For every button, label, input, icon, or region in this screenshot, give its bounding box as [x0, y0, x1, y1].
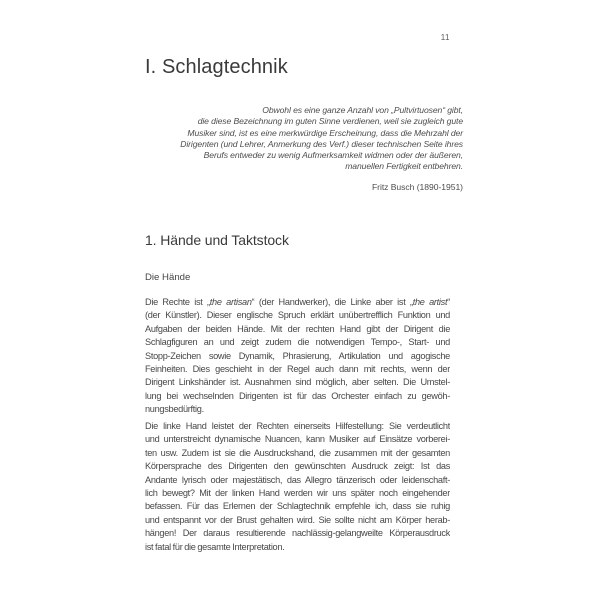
text-line: Körpersprache des Dirigenten den gewünschten Ausdruck zeigt: Ist das: [145, 461, 450, 472]
text-line: Feinheiten. Dies geschieht in der Regel auch dann mit rechts, wenn der: [145, 363, 450, 374]
page-number: 11: [440, 33, 450, 42]
body-paragraph-2: [145, 420, 450, 554]
text-line: Musiker sind, ist es eine merkwürdige Erscheinung, dass die Mehrzahl der: [187, 127, 463, 138]
text-line: befassen. Für das Erlernen der Schlagtechnik empfehle ich, dass sie ruhig: [145, 501, 450, 512]
text-line: Andante lyrisch oder majestätisch, das Allegro tänzerisch oder leidenschaft-: [145, 474, 450, 485]
text-line: Die linke Hand leistet der Rechten einerseits Hilfestellung: Sie verdeutlicht: [145, 421, 450, 431]
text-line: ten usw. Zudem ist sie die Ausdruckshand, die zusammen mit der gesamten: [145, 447, 450, 458]
text-line: Dirigent Linkshänder ist. Ausnahmen sind möglich, aber selten. Die Umstel-: [145, 377, 450, 388]
text-line: Obwohl es eine ganze Anzahl von „Pultvirtuosen“ gibt,: [262, 105, 463, 115]
text-line: und entspannt vor der Brust gehalten wird. Sie sollte nicht am Körper herab-: [145, 514, 450, 525]
text-line: Die Rechte ist „the artisan“ (der Handwerker), die Linke aber ist „the artist“: [145, 297, 450, 307]
text-line: lich bewegt? Mit der linken Hand werden wir uns später noch eingehender: [145, 487, 450, 498]
subsection-heading: Die Hände: [145, 272, 191, 283]
text-line: Berufs entweder zu wenig Aufmerksamkeit widmen oder der äußeren,: [203, 150, 463, 161]
text-line: nungsbedürftig.: [145, 404, 204, 415]
text-line: Stopp-Zeichen sowie Dynamik, Phrasierung, Artikulation und agogische: [145, 350, 450, 361]
text-line: und unterstreicht dynamische Nuancen, kann Musiker auf Einsätze vorberei-: [145, 434, 450, 445]
text-line: Aufgaben der beiden Hände. Mit der rechten Hand gibt der Dirigent die: [145, 323, 450, 334]
chapter-title: I. Schlagtechnik: [145, 56, 288, 78]
section-heading: 1. Hände und Taktstock: [145, 232, 289, 248]
text-line: manuellen Fertigkeit entbehren.: [345, 161, 463, 172]
epigraph-quote: [80, 105, 463, 173]
quote-attribution: Fritz Busch (1890-1951): [371, 182, 463, 192]
text-line: (der Künstler). Dieser englische Spruch erklärt unübertrefflich Funktion und: [145, 310, 450, 321]
text-line: Dirigenten (und Lehrer, Anmerkung des Verf.) dieser technischen Seite ihres: [180, 138, 463, 149]
text-line: Schlagfiguren an und zeigt zudem die notwendigen Tempo-, Start- und: [145, 337, 450, 348]
text-line: die diese Bezeichnung im guten Sinne verdienen, weil sie zugleich gute: [197, 116, 463, 127]
text-line: hängen! Der daraus resultierende nachlässig-gelangweilte Körperausdruck: [145, 528, 450, 539]
body-paragraph-1: [145, 296, 450, 417]
text-line: lung bei wechselnden Dirigenten ist für das Orchester einfach zu gewöh-: [145, 390, 450, 401]
text-line: ist fatal für die gesamte Interpretation.: [145, 541, 285, 552]
